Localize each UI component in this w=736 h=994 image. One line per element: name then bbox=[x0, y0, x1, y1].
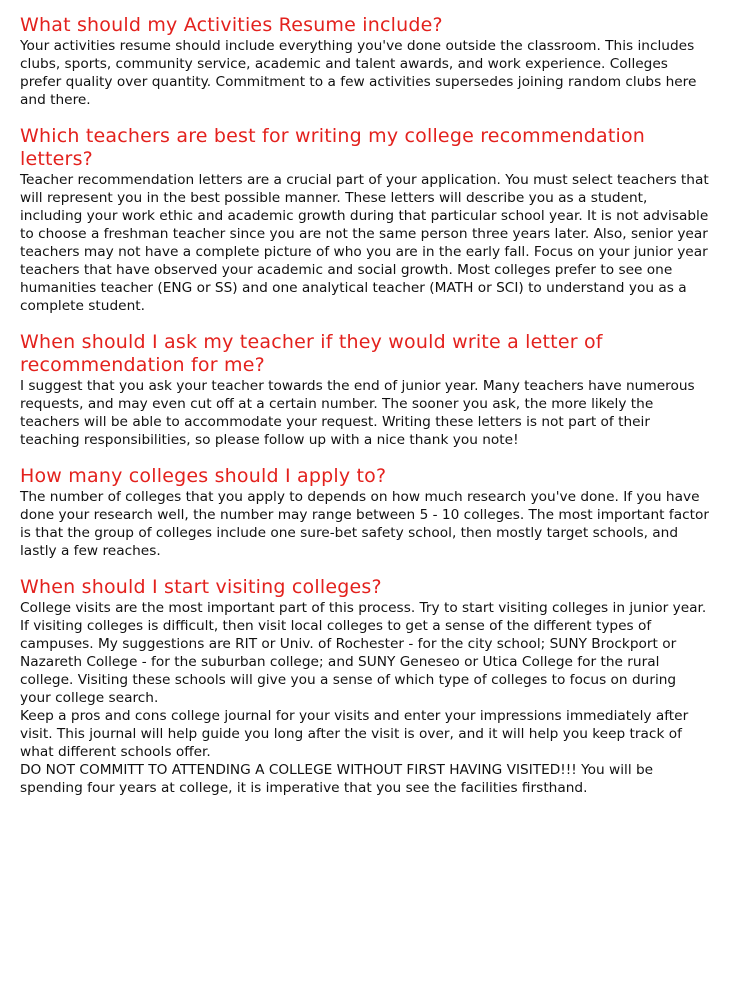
answer-paragraph-warning: DO NOT COMMITT TO ATTENDING A COLLEGE WITHOUT FIRST HAVING VISITED!!! You will be spending four years at college, it is imperative that you see the facilities firsthand. bbox=[20, 762, 654, 796]
question-heading: How many colleges should I apply to? bbox=[20, 465, 387, 487]
question-heading: When should I ask my teacher if they would write a letter of recommendation for me? bbox=[20, 331, 603, 376]
answer-paragraph: College visits are the most important part of this process. Try to start visiting colleges in junior year. If visiting colleges is difficult, then visit local colleges to get a sense of the different types of campuses. My suggestions are RIT or Univ. of Rochester - for the city school; SUNY Brockport or Nazareth College - for the suburban college; and SUNY Geneseo or Utica College for the rural college. Visiting these schools will give you a sense of which type of colleges to focus on during your college search. bbox=[20, 600, 707, 706]
faq-document bbox=[20, 14, 710, 797]
answer-paragraph: I suggest that you ask your teacher towards the end of junior year. Many teachers have numerous requests, and may even cut off at a certain number. The sooner you ask, the more likely the teachers will be able to accommodate your request. Writing these letters is not part of their teaching responsibilities, so please follow up with a nice thank you note! bbox=[20, 378, 695, 448]
answer-paragraph-journal: Keep a pros and cons college journal for your visits and enter your impressions immediately after visit. This journal will help guide you long after the visit is over, and it will help you keep track of what different schools offer. bbox=[20, 708, 689, 760]
faq-section-how-many-colleges bbox=[20, 465, 710, 560]
question-heading: Which teachers are best for writing my college recommendation letters? bbox=[20, 125, 646, 170]
faq-section-visiting-colleges bbox=[20, 576, 710, 797]
answer-paragraph: The number of colleges that you apply to depends on how much research you've done. If you have done your research well, the number may range between 5 - 10 colleges. The most important factor is that the group of colleges include one sure-bet safety school, then mostly target schools, and lastly a few reaches. bbox=[20, 489, 709, 559]
question-heading: When should I start visiting colleges? bbox=[20, 576, 382, 598]
faq-section-activities-resume bbox=[20, 14, 710, 109]
question-heading: What should my Activities Resume include? bbox=[20, 14, 443, 36]
answer-paragraph: Your activities resume should include everything you've done outside the classroom. This includes clubs, sports, community service, academic and talent awards, and work experience. Colleges prefer quality over quantity. Commitment to a few activities supersedes joining random clubs here and there. bbox=[20, 38, 697, 108]
faq-section-when-to-ask bbox=[20, 331, 710, 449]
faq-section-recommendation-teachers bbox=[20, 125, 710, 315]
answer-paragraph: Teacher recommendation letters are a crucial part of your application. You must select teachers that will represent you in the best possible manner. These letters will describe you as a student, including your work ethic and academic growth during that particular school year. It is not advisable to choose a freshman teacher since you are not the same person three years later. Also, senior year teachers may not have a complete picture of who you are in the early fall. Focus on your junior year teachers that have observed your academic and social growth. Most colleges prefer to see one humanities teacher (ENG or SS) and one analytical teacher (MATH or SCI) to understand you as a complete student. bbox=[20, 172, 709, 314]
